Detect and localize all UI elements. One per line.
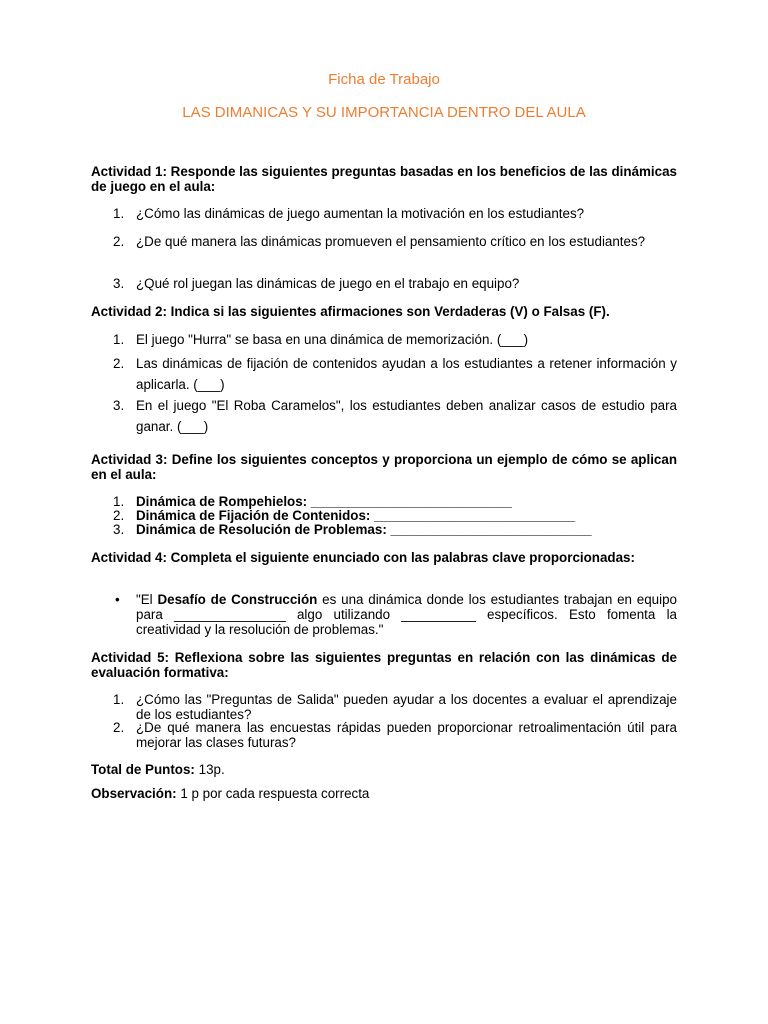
activity-1-item: 2. ¿De qué manera las dinámicas promueven el pensamiento crítico en los estudiantes? [113,234,646,249]
observation: Observación: 1 p por cada respuesta correcta [91,786,370,801]
activity-2-item: 2. Las dinámicas de fijación de contenidos ayudan a los estudiantes a retener información y aplicarla. (___) [113,356,677,392]
activity-5-item: 2. ¿De qué manera las encuestas rápidas pueden proporcionar retroalimentación útil para mejorar las clases futuras? [113,720,677,750]
document-subtitle: LAS DIMANICAS Y SU IMPORTANCIA DENTRO DEL AULA [182,104,586,121]
activity-5-item: 1. ¿Cómo las "Preguntas de Salida" pueden ayudar a los docentes a evaluar el aprendizaje de los estudiantes? [113,692,677,722]
activity-1-item: 3. ¿Qué rol juegan las dinámicas de juego en el trabajo en equipo? [113,276,520,291]
activity-3-item: 1. Dinámica de Rompehielos: ___________________________ [113,494,512,509]
total-points: Total de Puntos: 13p. [91,762,225,777]
activity-3-item: 3. Dinámica de Resolución de Problemas: ___________________________ [113,522,592,537]
document-title: Ficha de Trabajo [328,71,440,88]
activity-5-heading: Actividad 5: Reflexiona sobre las siguientes preguntas en relación con las dinámicas de evaluación formativa: [91,650,677,680]
bullet-icon: • [115,592,120,607]
activity-3-heading: Actividad 3: Define los siguientes conceptos y proporciona un ejemplo de cómo se aplican en el aula: [91,452,677,482]
activity-3-item: 2. Dinámica de Fijación de Contenidos: ___________________________ [113,508,576,523]
activity-4-statement: • "El Desafío de Construcción es una dinámica donde los estudiantes trabajan en equipo para _______________ algo utilizando __________ específicos. Esto fomenta la creatividad y la resolución de problemas." [115,592,677,637]
activity-2-heading: Actividad 2: Indica si las siguientes afirmaciones son Verdaderas (V) o Falsas (F). [91,304,610,319]
activity-4-heading: Actividad 4: Completa el siguiente enunciado con las palabras clave proporcionadas: [91,550,635,565]
activity-2-item: 3. En el juego "El Roba Caramelos", los estudiantes deben analizar casos de estudio para ganar. (___) [113,398,677,434]
activity-2-item: 1. El juego "Hurra" se basa en una dinámica de memorización. (___) [113,332,529,347]
activity-1-item: 1. ¿Cómo las dinámicas de juego aumentan la motivación en los estudiantes? [113,206,585,221]
activity-1-heading: Actividad 1: Responde las siguientes preguntas basadas en los beneficios de las dinámicas de juego en el aula: [91,164,677,194]
